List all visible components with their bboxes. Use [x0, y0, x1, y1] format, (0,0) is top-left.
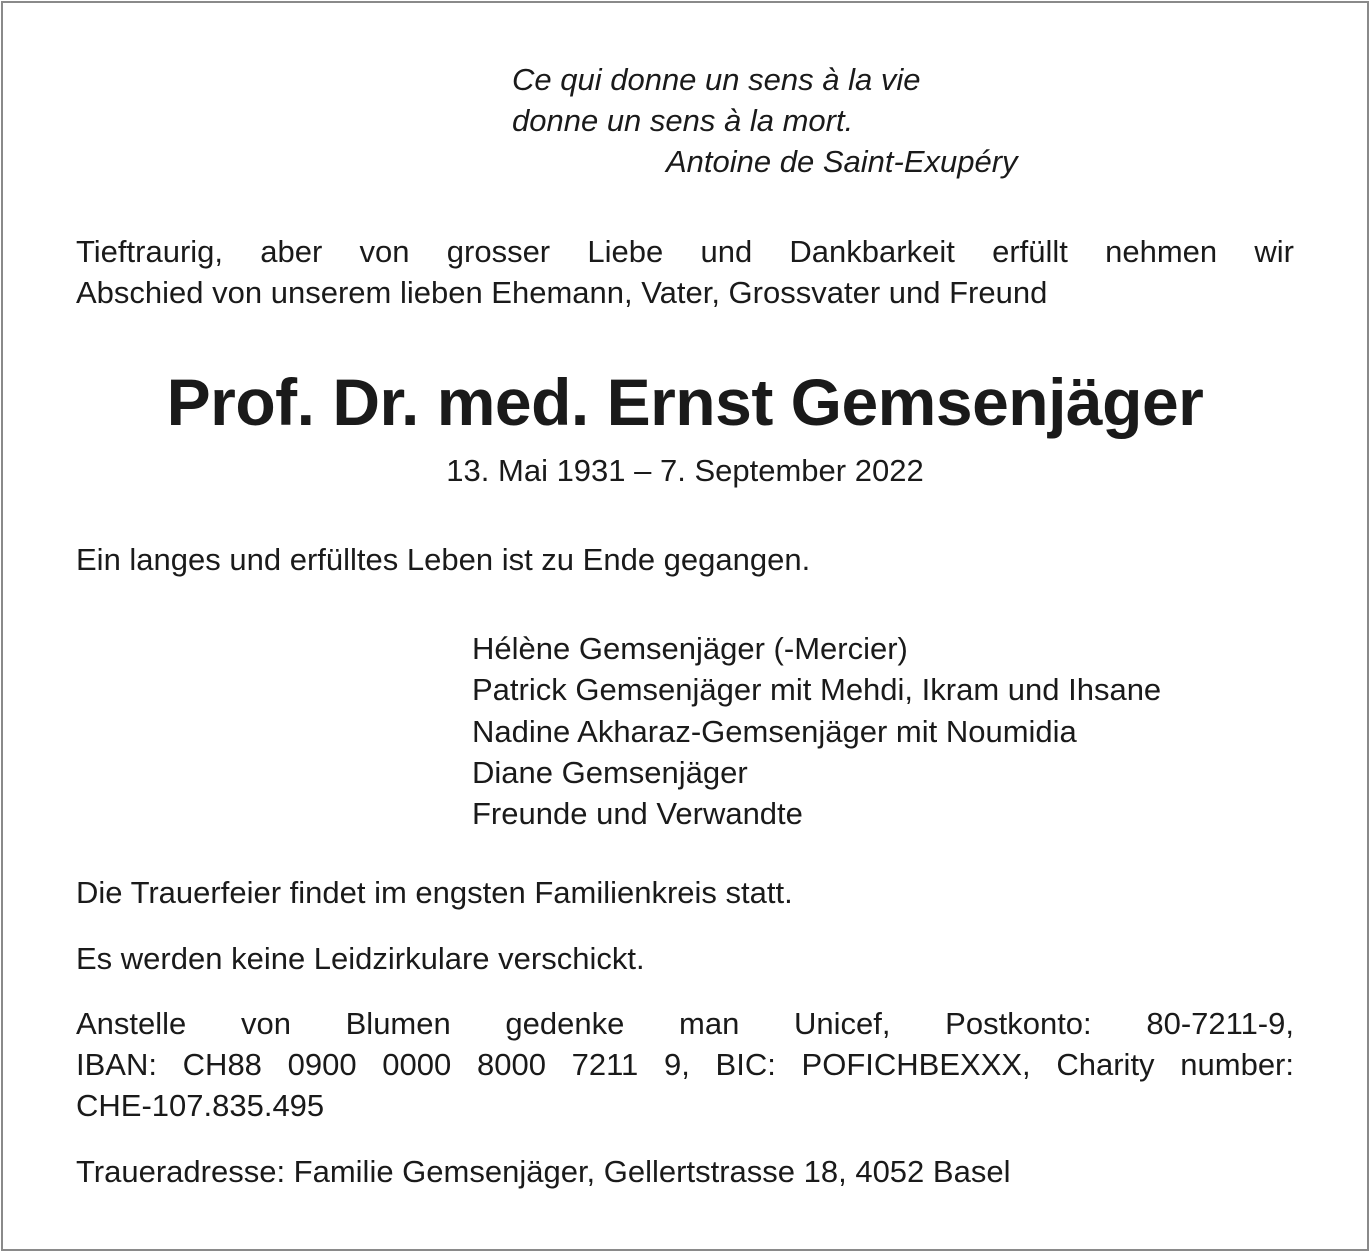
quote-author: Antoine de Saint-Exupéry — [666, 144, 1018, 179]
quote-line-2: donne un sens à la mort. — [512, 103, 854, 138]
mourning-address: Traueradresse: Familie Gemsenjäger, Gellertstrasse 18, 4052 Basel — [76, 1154, 1011, 1189]
ceremony-notice: Die Trauerfeier findet im engsten Familienkreis statt. — [76, 875, 793, 910]
donation-line-1: Anstelle von Blumen gedenke man Unicef, Postkonto: 80-7211-9, — [76, 1006, 1294, 1041]
quote-line-1: Ce qui donne un sens à la vie — [512, 62, 921, 97]
donation-line-2: IBAN: CH88 0900 0000 8000 7211 9, BIC: POFICHBEXXX, Charity number: — [76, 1047, 1294, 1082]
epigraph-quote — [512, 59, 1018, 182]
circulars-notice: Es werden keine Leidzirkulare verschickt. — [76, 941, 645, 976]
donation-line-3: CHE-107.835.495 — [76, 1088, 325, 1123]
mourner-item: Nadine Akharaz-Gemsenjäger mit Noumidia — [472, 713, 1077, 749]
intro-paragraph — [76, 231, 1294, 313]
mourner-item: Diane Gemsenjäger — [472, 754, 748, 790]
mourners-list — [472, 628, 1161, 834]
mourner-item: Freunde und Verwandte — [472, 796, 803, 832]
donation-paragraph — [76, 1003, 1294, 1126]
intro-line-2: Abschied von unserem lieben Ehemann, Vater, Grossvater und Freund — [76, 275, 1048, 310]
life-statement: Ein langes und erfülltes Leben ist zu Ende gegangen. — [76, 542, 811, 577]
deceased-name: Prof. Dr. med. Ernst Gemsenjäger — [166, 365, 1204, 439]
mourner-item: Hélène Gemsenjäger (-Mercier) — [472, 631, 908, 666]
mourner-item: Patrick Gemsenjäger mit Mehdi, Ikram und Ihsane — [472, 672, 1162, 708]
intro-line-1: Tieftraurig, aber von grosser Liebe und Dankbarkeit erfüllt nehmen wir — [76, 234, 1294, 269]
life-dates: 13. Mai 1931 – 7. September 2022 — [446, 453, 924, 488]
